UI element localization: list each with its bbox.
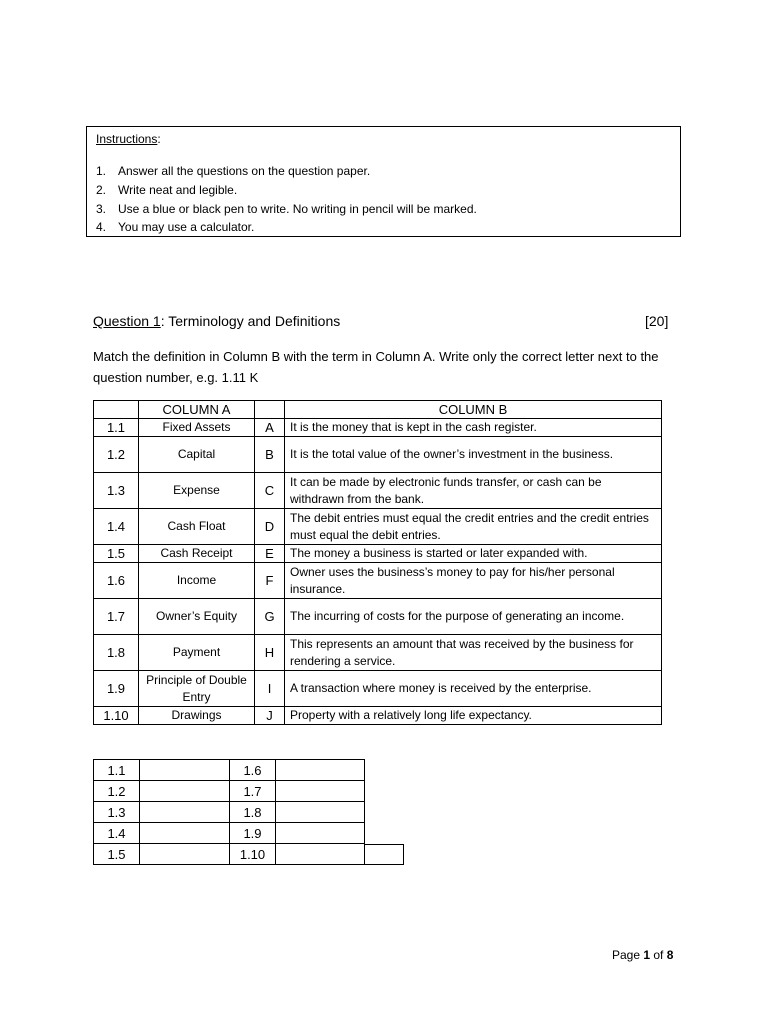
answer-blank-left[interactable] — [140, 781, 230, 802]
column-a-term: Cash Receipt — [139, 545, 255, 563]
column-a-term: Income — [139, 563, 255, 599]
column-a-term: Capital — [139, 437, 255, 473]
column-b-definition: It can be made by electronic funds transfer, or cash can be withdrawn from the bank. — [285, 473, 662, 509]
row-number: 1.6 — [94, 563, 139, 599]
matching-table-row — [94, 563, 662, 599]
column-b-definition: This represents an amount that was received by the business for rendering a service. — [285, 635, 662, 671]
answer-blank-left[interactable] — [140, 802, 230, 823]
answer-number-right: 1.9 — [230, 823, 276, 844]
matching-table-row — [94, 509, 662, 545]
column-a-term: Drawings — [139, 707, 255, 725]
answer-grid-row — [94, 802, 365, 823]
matching-table-row — [94, 635, 662, 671]
answer-grid-row — [94, 760, 365, 781]
row-number: 1.2 — [94, 437, 139, 473]
row-number: 1.4 — [94, 509, 139, 545]
column-a-term: Payment — [139, 635, 255, 671]
answer-blank-right[interactable] — [276, 781, 365, 802]
header-column-a: COLUMN A — [139, 401, 255, 419]
answer-grid-row — [94, 781, 365, 802]
answer-number-left: 1.5 — [94, 844, 140, 865]
column-b-definition: Owner uses the business’s money to pay for his/her personal insurance. — [285, 563, 662, 599]
answer-number-left: 1.1 — [94, 760, 140, 781]
row-number: 1.8 — [94, 635, 139, 671]
column-b-definition: Property with a relatively long life expectancy. — [285, 707, 662, 725]
page-footer: Page 1 of 8 — [612, 948, 674, 962]
column-b-letter: J — [255, 707, 285, 725]
answer-blank-right[interactable] — [276, 760, 365, 781]
header-letter — [255, 401, 285, 419]
instruction-item-4: 4. You may use a calculator. — [96, 220, 255, 234]
row-number: 1.7 — [94, 599, 139, 635]
row-number: 1.1 — [94, 419, 139, 437]
answer-grid-row — [94, 844, 365, 865]
matching-table-row — [94, 545, 662, 563]
matching-table — [93, 400, 662, 725]
row-number: 1.3 — [94, 473, 139, 509]
answer-grid-row — [94, 823, 365, 844]
matching-table-row — [94, 473, 662, 509]
answer-blank-right[interactable] — [276, 802, 365, 823]
answer-number-right: 1.8 — [230, 802, 276, 823]
column-b-definition: The money a business is started or later expanded with. — [285, 545, 662, 563]
row-number: 1.5 — [94, 545, 139, 563]
row-number: 1.10 — [94, 707, 139, 725]
matching-table-row — [94, 437, 662, 473]
column-b-definition: It is the total value of the owner’s investment in the business. — [285, 437, 662, 473]
instruction-item-3: 3. Use a blue or black pen to write. No writing in pencil will be marked. — [96, 202, 477, 216]
answer-blank-left[interactable] — [140, 844, 230, 865]
question-intro: Match the definition in Column B with the term in Column A. Write only the correct letter next to the question number, e.g. 1.11 K — [93, 349, 659, 385]
header-column-b: COLUMN B — [285, 401, 662, 419]
column-b-letter: B — [255, 437, 285, 473]
instructions-heading: Instructions: — [96, 132, 161, 146]
answer-number-right: 1.6 — [230, 760, 276, 781]
column-b-letter: F — [255, 563, 285, 599]
matching-table-row — [94, 599, 662, 635]
answer-blank-left[interactable] — [140, 823, 230, 844]
column-b-definition: The debit entries must equal the credit entries and the credit entries must equal the debit entries. — [285, 509, 662, 545]
answer-number-left: 1.3 — [94, 802, 140, 823]
instructions-box — [86, 126, 681, 237]
matching-table-row — [94, 671, 662, 707]
column-b-definition: A transaction where money is received by the enterprise. — [285, 671, 662, 707]
answer-grid-extra-cell — [364, 844, 404, 865]
column-a-term: Fixed Assets — [139, 419, 255, 437]
header-num — [94, 401, 139, 419]
column-b-letter: G — [255, 599, 285, 635]
answer-blank-right[interactable] — [276, 823, 365, 844]
column-a-term: Cash Float — [139, 509, 255, 545]
answer-number-left: 1.4 — [94, 823, 140, 844]
column-b-letter: A — [255, 419, 285, 437]
answer-number-right: 1.7 — [230, 781, 276, 802]
column-b-letter: H — [255, 635, 285, 671]
row-number: 1.9 — [94, 671, 139, 707]
column-b-letter: D — [255, 509, 285, 545]
matching-table-header — [94, 401, 662, 419]
matching-table-row — [94, 707, 662, 725]
column-b-letter: C — [255, 473, 285, 509]
column-a-term: Expense — [139, 473, 255, 509]
instruction-item-2: 2. Write neat and legible. — [96, 183, 238, 197]
question-marks: [20] — [645, 313, 669, 329]
answer-blank-left[interactable] — [140, 760, 230, 781]
answer-number-left: 1.2 — [94, 781, 140, 802]
column-b-definition: The incurring of costs for the purpose of generating an income. — [285, 599, 662, 635]
column-b-letter: I — [255, 671, 285, 707]
answer-grid — [93, 759, 365, 865]
question-title: Question 1: Terminology and Definitions — [93, 313, 341, 329]
column-b-definition: It is the money that is kept in the cash register. — [285, 419, 662, 437]
matching-table-row — [94, 419, 662, 437]
answer-blank-right[interactable] — [276, 844, 365, 865]
instruction-item-1: 1. Answer all the questions on the question paper. — [96, 164, 371, 178]
column-b-letter: E — [255, 545, 285, 563]
answer-number-right: 1.10 — [230, 844, 276, 865]
column-a-term: Owner’s Equity — [139, 599, 255, 635]
column-a-term: Principle of Double Entry — [139, 671, 255, 707]
